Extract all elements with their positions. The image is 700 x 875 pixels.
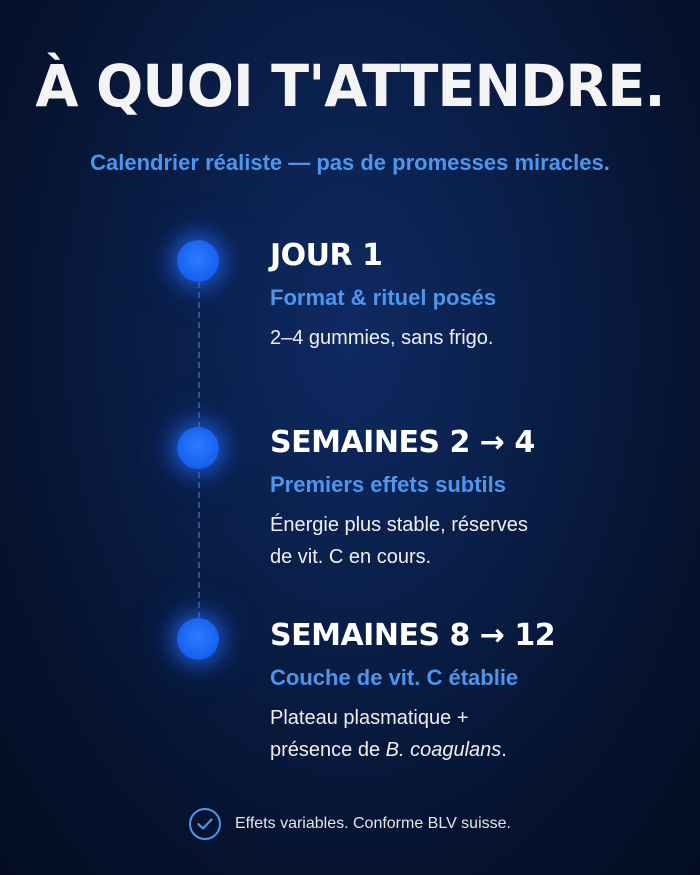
description-suffix: . xyxy=(501,739,507,761)
species-name: B. coagulans xyxy=(385,739,502,761)
step-heading: SEMAINES 2 → 4 xyxy=(270,425,535,460)
timeline-dot-2 xyxy=(177,427,219,469)
timeline-step-2 xyxy=(270,425,670,573)
step-subheading: Premiers effets subtils xyxy=(270,472,506,497)
step-description-line: Plateau plasmatique + xyxy=(270,707,469,729)
step-description-line: de vit. C en cours. xyxy=(270,546,432,568)
page-title: À QUOI T'ATTENDRE. xyxy=(35,52,665,120)
page-subtitle: Calendrier réaliste — pas de promesses miracles. xyxy=(90,150,610,175)
step-description-line xyxy=(270,734,670,766)
timeline-dot-3 xyxy=(177,618,219,660)
timeline-dot-1 xyxy=(177,240,219,282)
description-prefix: présence de xyxy=(270,739,386,761)
footer-text: Effets variables. Conforme BLV suisse. xyxy=(235,815,511,832)
step-description xyxy=(270,702,670,766)
check-circle-icon xyxy=(189,808,221,840)
step-heading: SEMAINES 8 → 12 xyxy=(270,618,556,653)
step-subheading: Format & rituel posés xyxy=(270,285,497,310)
step-heading: JOUR 1 xyxy=(270,238,383,273)
step-subheading: Couche de vit. C établie xyxy=(270,665,519,690)
timeline-step-3 xyxy=(270,618,670,766)
step-description: 2–4 gummies, sans frigo. xyxy=(270,327,494,349)
timeline-step-1 xyxy=(270,238,670,354)
footer-disclaimer xyxy=(0,808,700,840)
step-description-line: Énergie plus stable, réserves xyxy=(270,514,528,536)
step-description xyxy=(270,509,670,573)
